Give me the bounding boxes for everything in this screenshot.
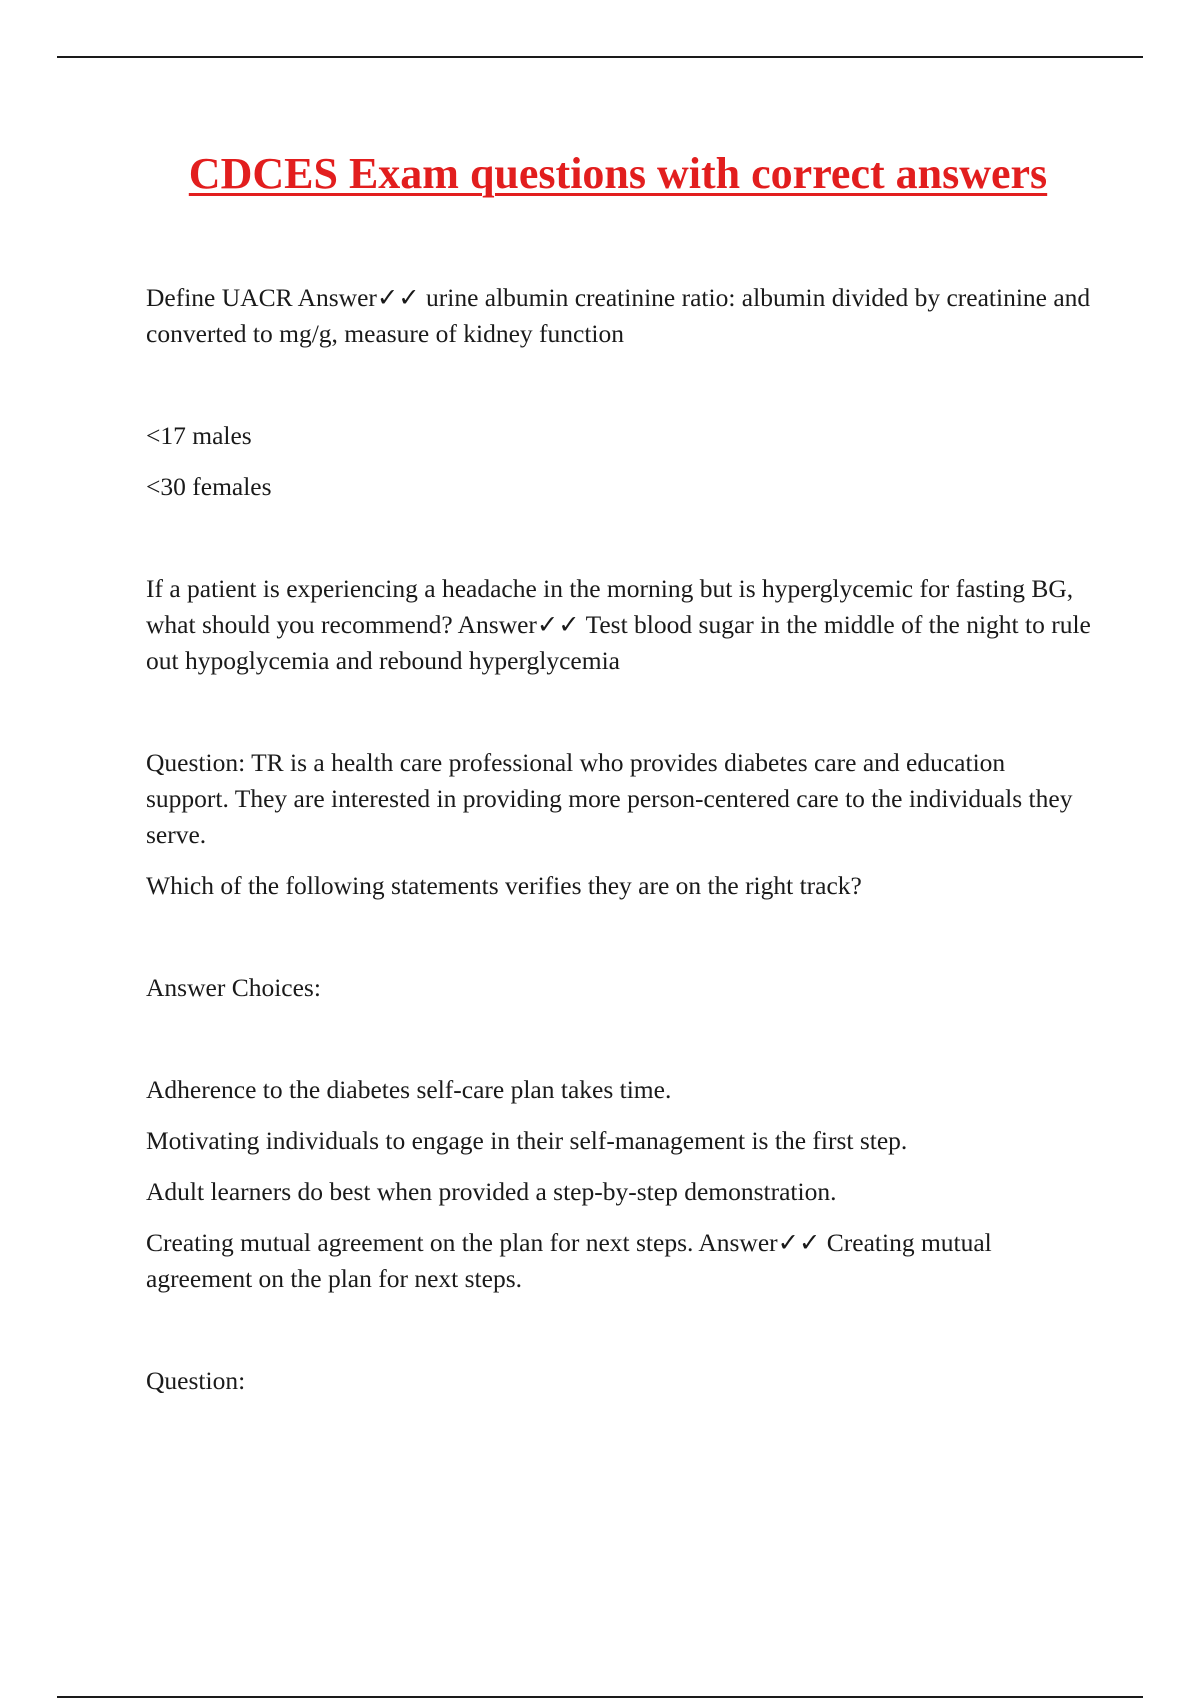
headache-question: If a patient is experiencing a headache in the morning but is hyperglycemic for fasting BG, what should you recommend? Answer✓✓ Test blood sugar in the middle of the night to rule out hypoglycemia and rebound hyperglycemia (146, 574, 1091, 675)
uacr-definition: Define UACR Answer✓✓ urine albumin creatinine ratio: albumin divided by creatinine and converted to mg/g, measure of kidney function (146, 283, 1091, 348)
document-body (146, 280, 1092, 1399)
tr-question-prompt: Which of the following statements verifies they are on the right track? (146, 871, 862, 900)
answer-choice: Motivating individuals to engage in their self-management is the first step. (146, 1126, 908, 1155)
female-threshold: <30 females (146, 472, 272, 501)
document-title: CDCES Exam questions with correct answers (188, 149, 1048, 198)
answer-choices-heading: Answer Choices: (146, 973, 321, 1002)
top-rule (57, 56, 1143, 58)
bottom-rule (57, 1696, 1143, 1698)
answer-choice: Adult learners do best when provided a step-by-step demonstration. (146, 1177, 837, 1206)
answer-choice-correct: Creating mutual agreement on the plan for next steps. Answer✓✓ Creating mutual agreement on the plan for next steps. (146, 1228, 992, 1293)
tr-question: Question: TR is a health care professional who provides diabetes care and education support. They are interested in providing more person-centered care to the individuals they serve. (146, 748, 1073, 849)
answer-choice: Adherence to the diabetes self-care plan takes time. (146, 1075, 672, 1104)
male-threshold: <17 males (146, 421, 252, 450)
next-question-label: Question: (146, 1366, 246, 1395)
